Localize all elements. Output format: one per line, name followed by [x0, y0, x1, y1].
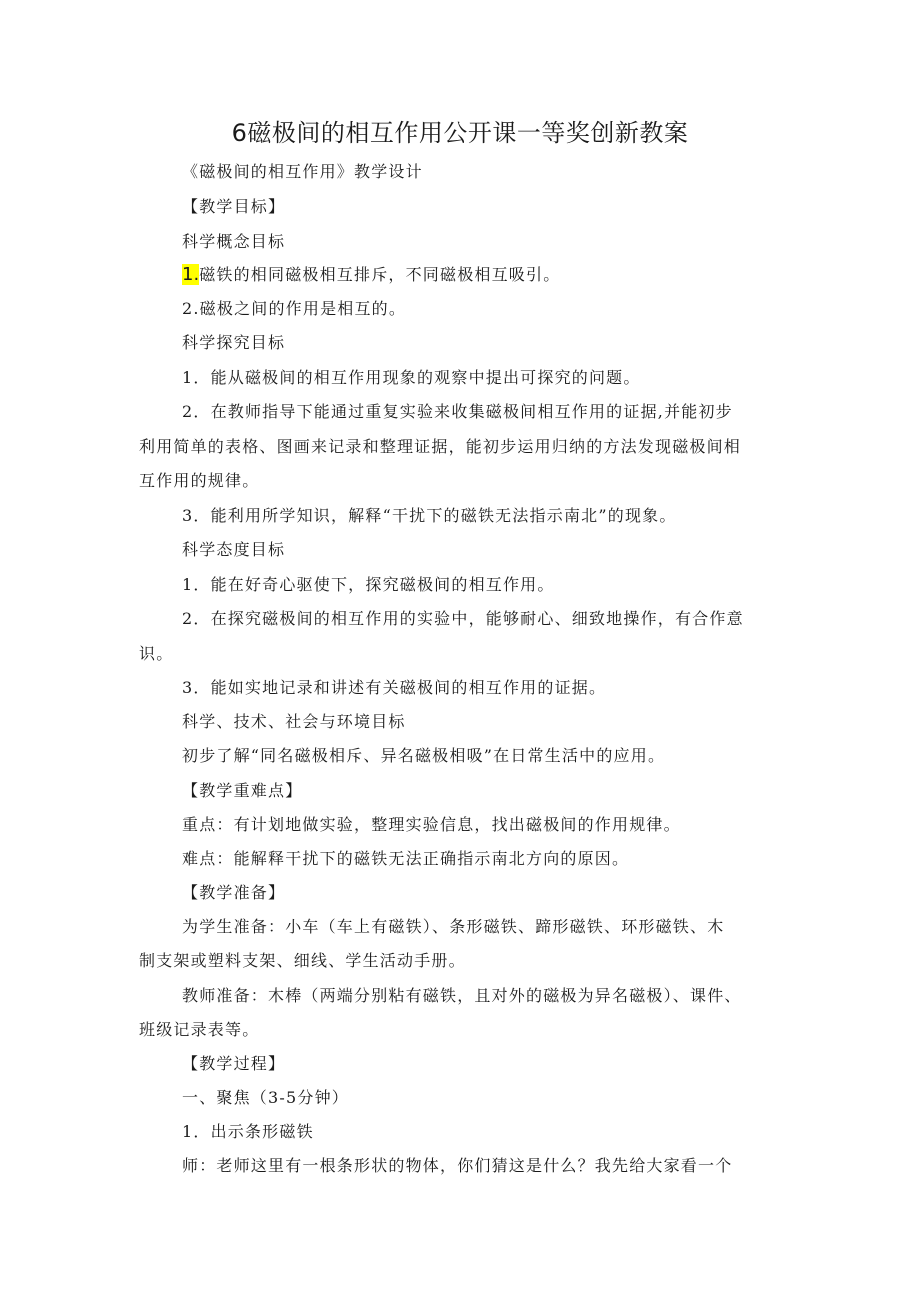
- paragraph-line: 重点：有计划地做实验，整理实验信息，找出磁极间的作用规律。: [182, 815, 681, 834]
- paragraph-text: 磁铁的相同磁极相互排斥，不同磁极相互吸引。: [199, 265, 561, 284]
- paragraph-line: 难点：能解释干扰下的磁铁无法正确指示南北方向的原因。: [182, 849, 630, 868]
- paragraph-line: 班级记录表等。: [139, 1020, 260, 1039]
- paragraph-line: 1．能从磁极间的相互作用现象的观察中提出可探究的问题。: [182, 368, 641, 387]
- subheading-attitude: 科学态度目标: [182, 540, 286, 559]
- highlighted-number: 1.: [182, 264, 200, 285]
- paragraph-line: 识。: [139, 644, 174, 663]
- paragraph-line: 1．出示条形磁铁: [182, 1122, 314, 1141]
- subheading-stse: 科学、技术、社会与环境目标: [182, 712, 406, 731]
- paragraph-line: 3．能利用所学知识，解释“干扰下的磁铁无法指示南北”的现象。: [182, 506, 677, 525]
- paragraph-line: 2．在教师指导下能通过重复实验来收集磁极间相互作用的证据,并能初步: [182, 402, 733, 421]
- paragraph-line: 教师准备：木棒（两端分别粘有磁铁，且对外的磁极为异名磁极）、课件、: [182, 986, 742, 1005]
- paragraph-line: 师：老师这里有一根条形状的物体，你们猜这是什么？我先给大家看一个: [182, 1156, 733, 1175]
- paragraph-line: 2．在探究磁极间的相互作用的实验中，能够耐心、细致地操作，有合作意: [182, 609, 744, 628]
- section-heading-keypoints: 【教学重难点】: [182, 781, 303, 800]
- paragraph-line: 制支架或塑料支架、细线、学生活动手册。: [139, 951, 466, 970]
- section-heading-preparation: 【教学准备】: [182, 883, 286, 902]
- paragraph-line: 一、聚焦（3-5分钟）: [182, 1088, 349, 1107]
- paragraph-line: [182, 264, 560, 286]
- subheading-concept: 科学概念目标: [182, 232, 286, 251]
- section-heading-objectives: 【教学目标】: [182, 197, 286, 216]
- section-heading-process: 【教学过程】: [182, 1054, 286, 1073]
- paragraph-line: 利用简单的表格、图画来记录和整理证据，能初步运用归纳的方法发现磁极间相: [139, 437, 742, 456]
- paragraph-line: 互作用的规律。: [139, 471, 260, 490]
- paragraph-line: 1．能在好奇心驱使下，探究磁极间的相互作用。: [182, 575, 555, 594]
- paragraph-line: 为学生准备：小车（车上有磁铁）、条形磁铁、蹄形磁铁、环形磁铁、木: [182, 917, 725, 936]
- paragraph-line: 2.磁极之间的作用是相互的。: [182, 299, 407, 318]
- subtitle: 《磁极间的相互作用》教学设计: [182, 162, 423, 181]
- paragraph-line: 初步了解“同名磁极相斥、异名磁极相吸”在日常生活中的应用。: [182, 746, 666, 765]
- subheading-inquiry: 科学探究目标: [182, 333, 286, 352]
- paragraph-line: 3．能如实地记录和讲述有关磁极间的相互作用的证据。: [182, 678, 607, 697]
- document-title: 6磁极间的相互作用公开课一等奖创新教案: [231, 119, 689, 147]
